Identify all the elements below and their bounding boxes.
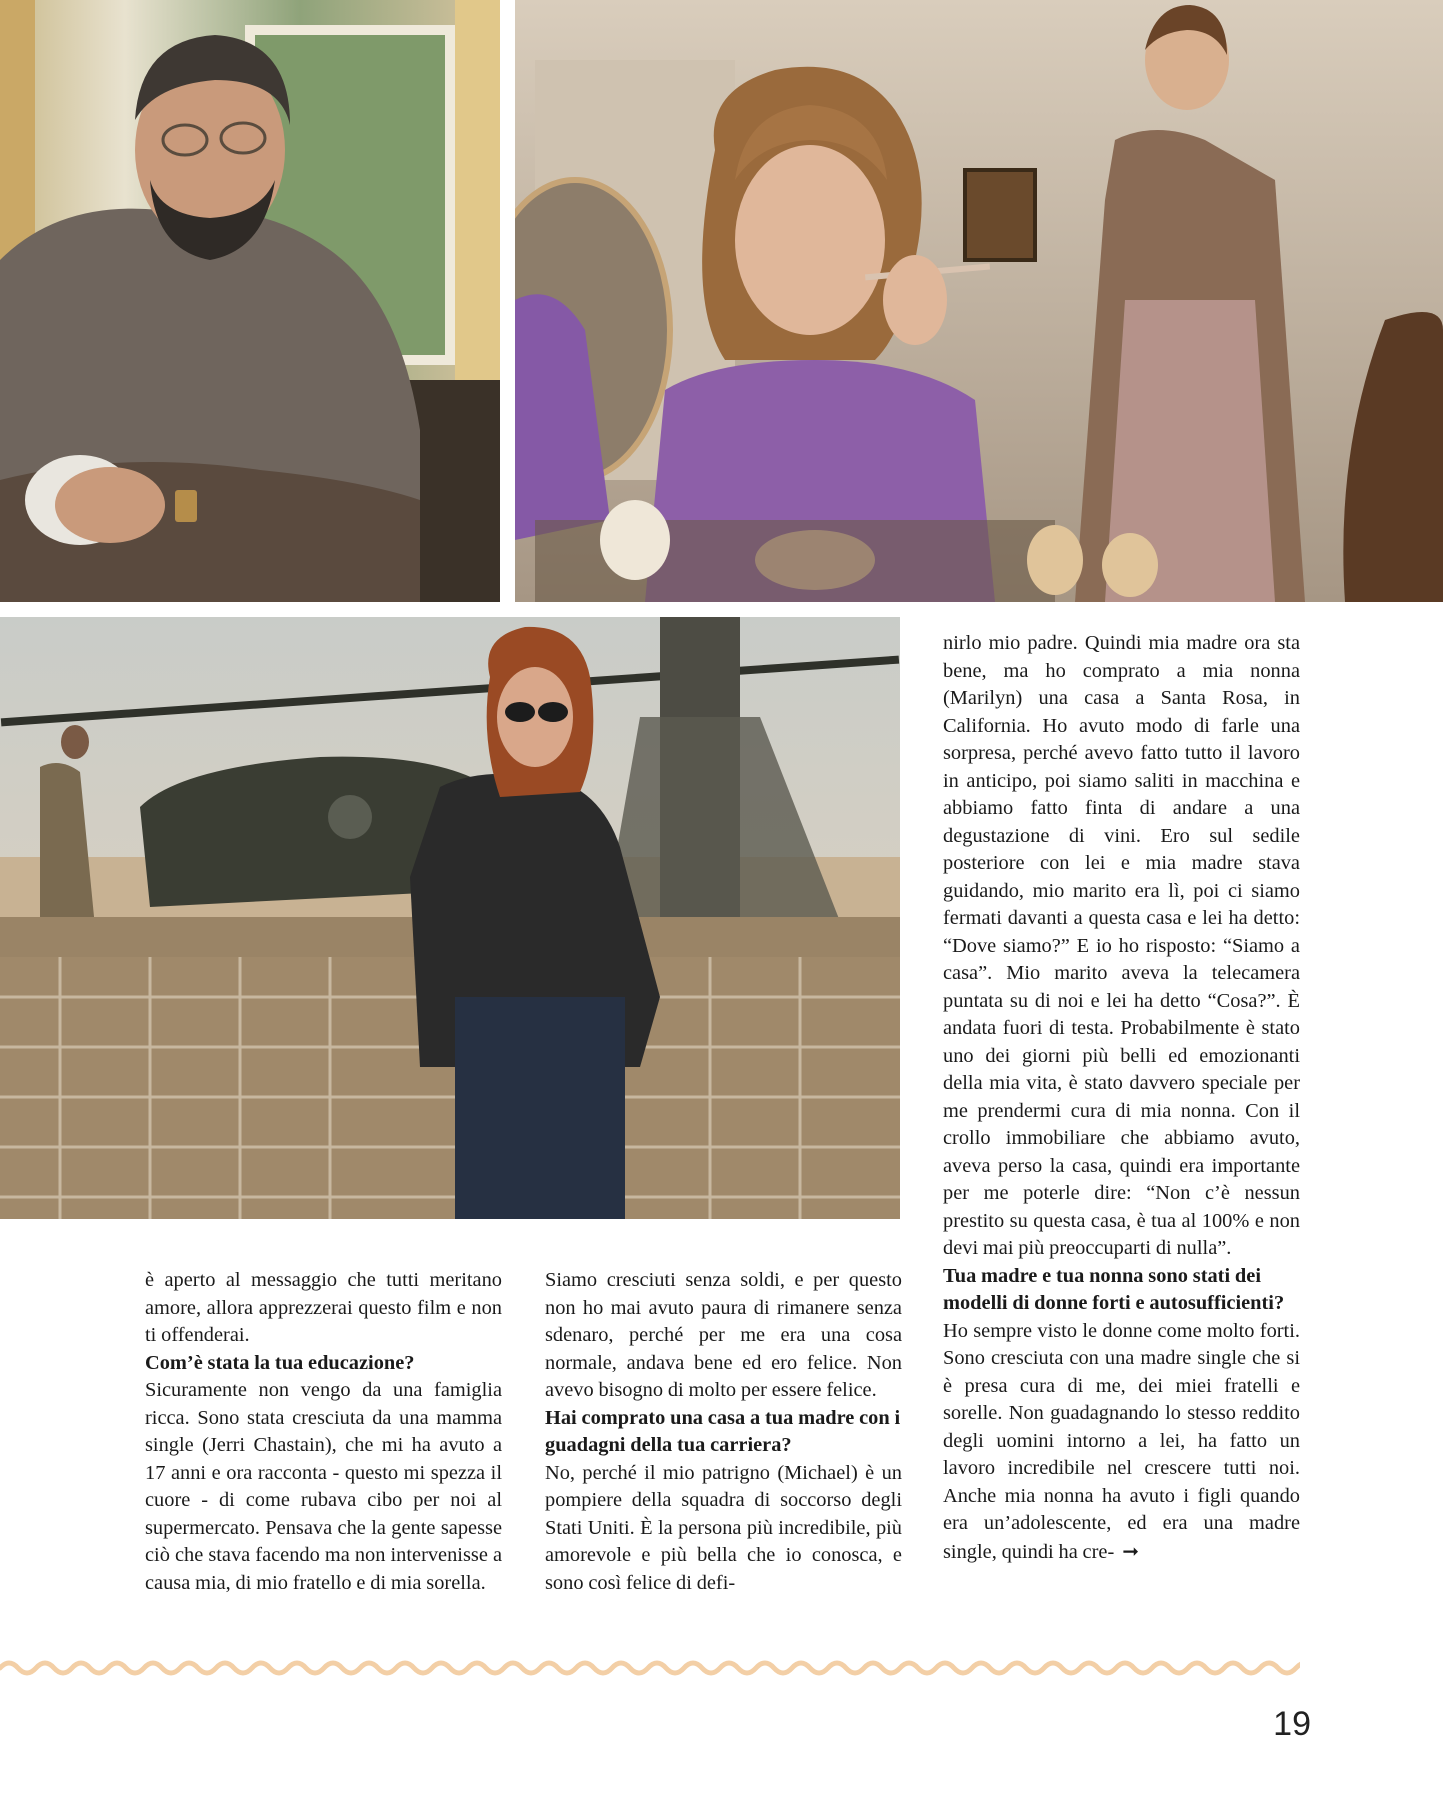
wavy-divider <box>0 1656 1300 1680</box>
page-number: 19 <box>1273 1705 1311 1743</box>
paragraph-text: Ho sempre visto le donne come molto forti. Sono cresciuta con una madre single che si è presa cura di me, dei miei fratelli e sorelle. Non guadagnando lo stesso reddito degli uomini intorno a lei, ha fatto un lavoro incredibile nel crescere tutti noi. Anche mia nonna ha avuto i figli quando era un’adolescente, ed era una madre single, quindi ha cre- <box>943 1319 1300 1563</box>
article-column-middle <box>545 1267 902 1597</box>
interview-question: Tua madre e tua nonna sono stati dei modelli di donne forti e autosufficienti? <box>943 1264 1285 1314</box>
paragraph: è aperto al messaggio che tutti meritano amore, allora apprezzerai questo film e non ti offenderai. <box>145 1269 502 1346</box>
paragraph: No, perché il mio patrigno (Michael) è un pompiere della squadra di soccorso degli Stati Uniti. È la persona più incredibile, più amorevole e più bella che io conosca, e sono così felice di defi- <box>545 1461 902 1594</box>
continue-arrow-icon: ➞ <box>1122 1538 1140 1563</box>
paragraph: Sicuramente non vengo da una famiglia ricca. Sono stata cresciuta da una mamma single (Jerri Chastain), che mi ha avuto a 17 anni e ora racconta - questo mi spezza il cuore - di come rubava cibo per noi al supermercato. Pensava che la gente sapesse ciò che stava facendo ma non intervenisse a causa mia, di mio fratello e di mia sorella. <box>145 1379 502 1594</box>
photo-man-with-mug <box>0 0 500 602</box>
article-column-left <box>145 1267 502 1597</box>
photo-woman-military-base <box>0 617 900 1219</box>
paragraph: nirlo mio padre. Quindi mia madre ora sta bene, ma ho comprato a mia nonna (Marilyn) una casa a Santa Rosa, in California. Ho avuto modo di farle una sorpresa, perché avevo fatto tutto il lavoro in anticipo, poi siamo saliti in macchina e abbiamo fatto finta di andare a una degustazione di vini. Ero sul sedile posteriore con lei e mia madre stava guidando, mio marito era lì, poi ci siamo fermati davanti a questa casa e lei ha detto: “Dove siamo?” E io ho risposto: “Siamo a casa”. Mio marito aveva la telecamera puntata su di noi e lei ha detto “Cosa?”. È andata fuori di testa. Probabilmente è stato uno dei giorni più belli ed emozionanti della mia vita, è stato davvero speciale per me prendermi cura di mia nonna. Con il crollo immobiliare che abbiamo avuto, aveva perso la casa, quindi era importante per me poterle dire: “Non c’è nessun prestito su questa casa, è tua al 100% e non devi mai più preoccuparti di nulla”. <box>943 632 1300 1259</box>
interview-question: Com’è stata la tua educazione? <box>145 1351 415 1374</box>
paragraph: Siamo cresciuti senza soldi, e per questo non ho mai avuto paura di rimanere senza sdenaro, perché per me era una cosa normale, andava bene ed ero felice. Non avevo bisogno di molto per essere felice. <box>545 1269 902 1401</box>
paragraph <box>943 1318 1300 1567</box>
photo-woman-applying-makeup <box>515 0 1443 602</box>
interview-question: Hai comprato una casa a tua madre con i guadagni della tua carriera? <box>545 1406 901 1456</box>
article-column-right <box>943 630 1300 1566</box>
